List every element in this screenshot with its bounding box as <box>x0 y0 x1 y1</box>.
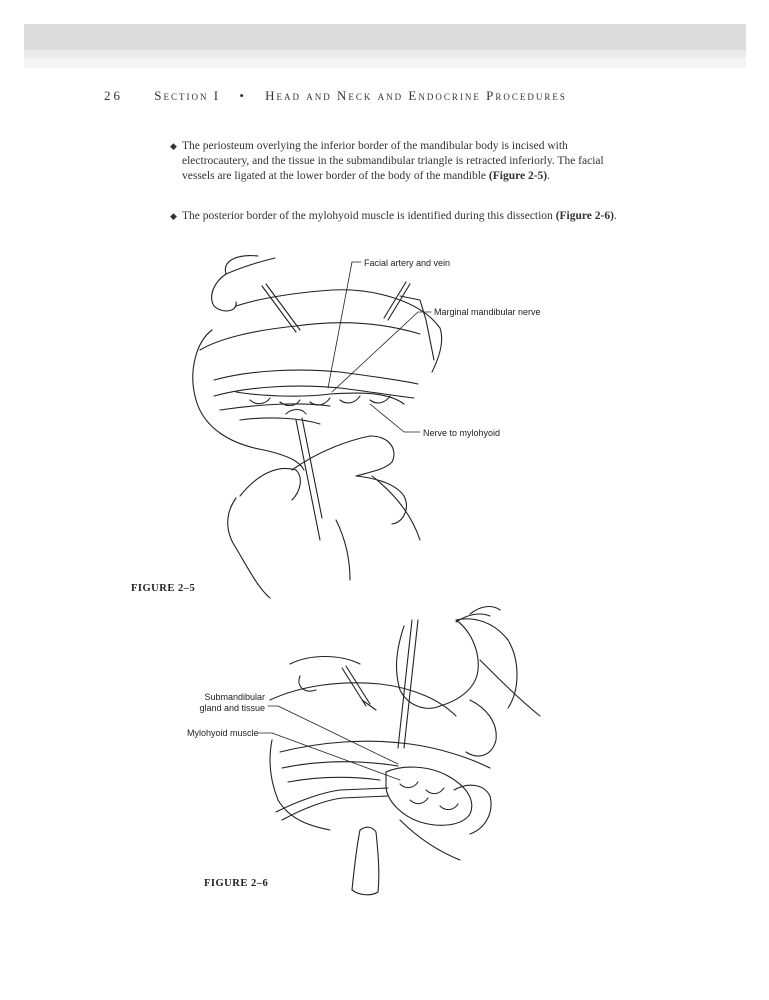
section-title: Section I <box>154 88 221 103</box>
chapter-title: Head and Neck and Endocrine Procedures <box>265 88 567 103</box>
callout-submandibular-gland: Submandibular gland and tissue <box>199 692 265 713</box>
figure-2-5-drawing <box>193 256 442 598</box>
bullet-text-body: The posterior border of the mylohyoid muscle is identified during this dissection <box>182 210 556 222</box>
callout-mylohyoid-muscle: Mylohyoid muscle <box>187 728 259 738</box>
bullet-text-end: . <box>547 170 550 182</box>
callout-marginal-mandibular-nerve: Marginal mandibular nerve <box>434 307 541 317</box>
callout-nerve-to-mylohyoid: Nerve to mylohyoid <box>423 428 501 438</box>
callout-facial-artery-vein: Facial artery and vein <box>364 258 451 268</box>
figure-label: FIGURE 2–6 <box>204 878 269 889</box>
figure-2-5-leaders <box>328 262 431 432</box>
figure-reference-link[interactable]: (Figure 2-6) <box>555 210 614 222</box>
diamond-bullet-icon: ◆ <box>170 141 177 151</box>
bullet-text-body: The periosteum overlying the inferior border of the mandibular body is incised with electrocautery, and the tissue in the submandibular triangle is retracted inferiorly. The facial vessels are ligated at the lower border of the body of the mandible <box>182 140 604 182</box>
separator-dot: • <box>239 88 246 103</box>
page-number: 26 <box>104 88 123 103</box>
figure-label: FIGURE 2–5 <box>131 583 196 594</box>
figure-reference-link[interactable]: (Figure 2-5) <box>488 170 548 182</box>
bullet-text-end: . <box>613 210 617 222</box>
diamond-bullet-icon: ◆ <box>170 211 177 221</box>
figure-2-6-drawing <box>270 607 540 895</box>
